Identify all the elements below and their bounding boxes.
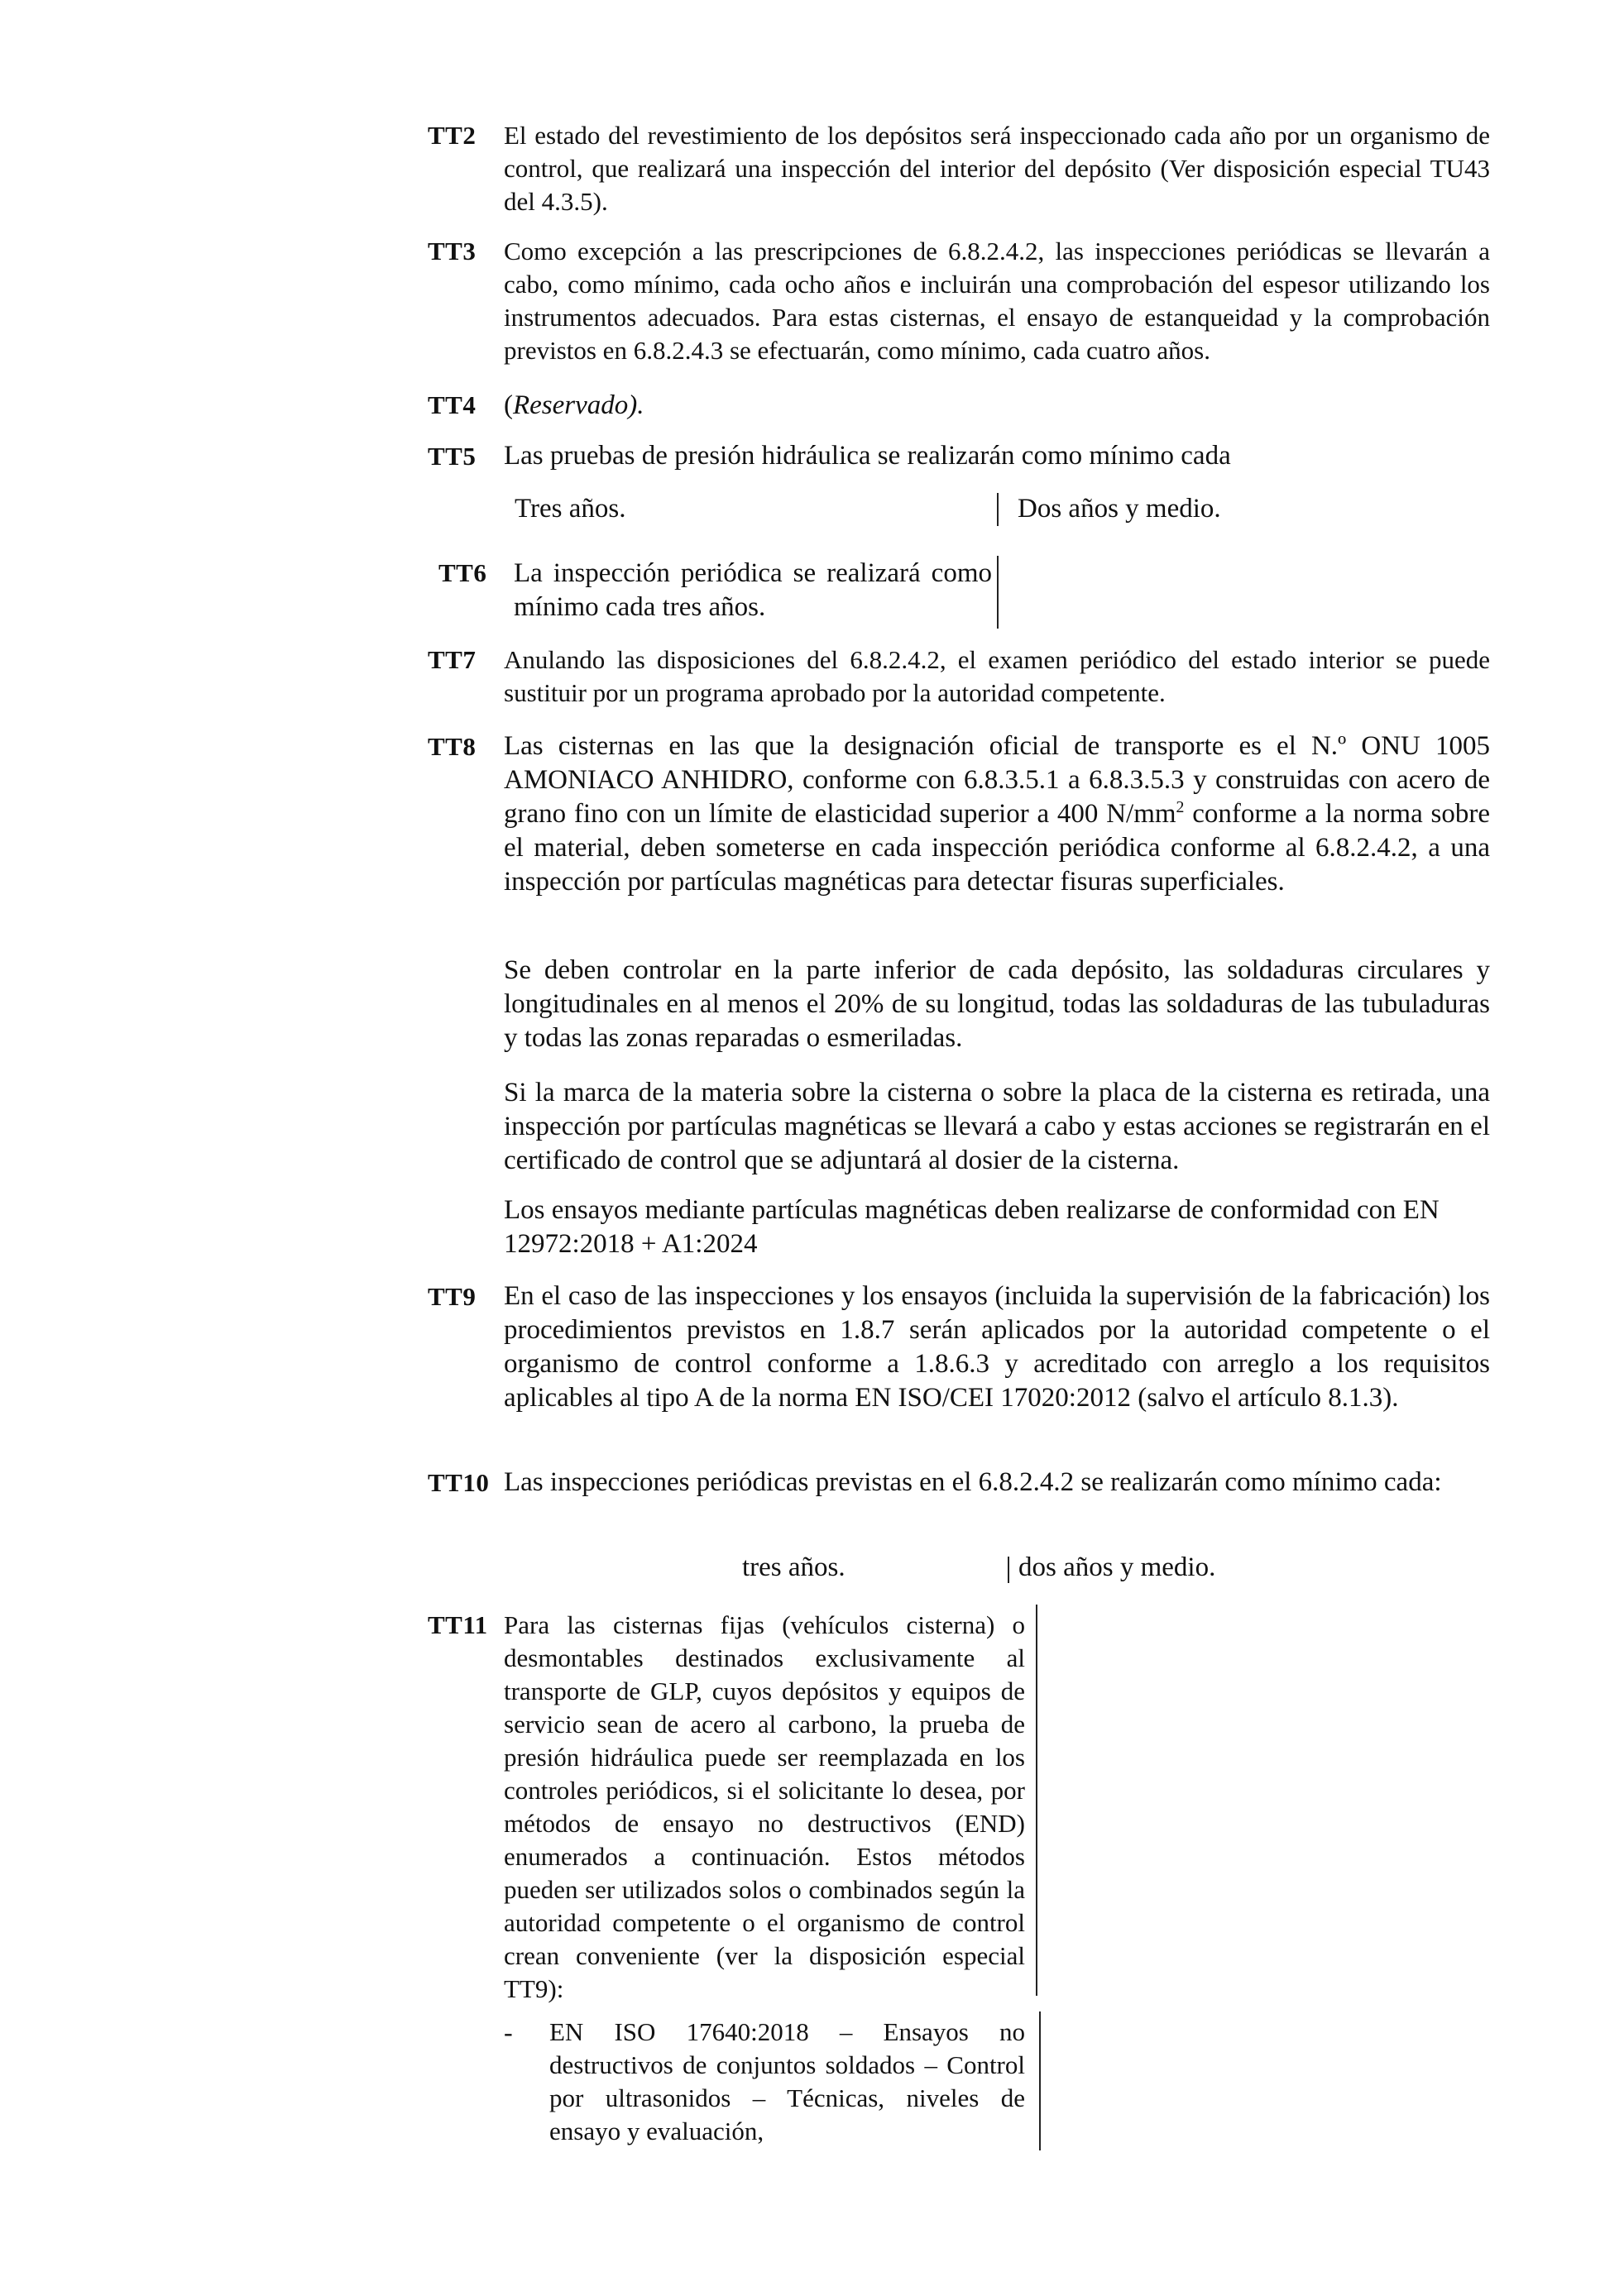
provision-text-tt9: En el caso de las inspecciones y los ensayos (incluida la supervisión de la fabricación) los procedimientos previstos en 1.8.7 serán aplicados por la autoridad competente o el organismo de control conforme a 1.8.6.3 y acreditado con arreglo a los requisitos aplicables al tipo A de la norma EN ISO/CEI 17020:2012 (salvo el artículo 8.1.3).: [504, 1281, 1490, 1413]
open-parenthesis: (: [504, 390, 513, 420]
tt11-list-item-en-iso-17640: EN ISO 17640:2018 – Ensayos no destructivos de conjuntos soldados – Control por ultrasonidos – Técnicas, niveles de ensayo y evaluación,: [549, 2017, 1025, 2145]
provision-text-tt8: [504, 729, 1490, 899]
column-divider: [1036, 1605, 1037, 1996]
provision-code-tt6: TT6: [438, 558, 487, 587]
superscript: 2: [1176, 798, 1185, 816]
reserved-label: Reservado).: [513, 390, 644, 420]
provision-code-tt10: TT10: [428, 1468, 490, 1497]
provision-code-tt2: TT2: [428, 121, 477, 150]
tt8-paragraph-3: Si la marca de la materia sobre la cisterna o sobre la placa de la cisterna es retirada, una inspección por partículas magnéticas se llevará a cabo y estas acciones se registrarán en el certificado de control que se adjuntará al dosier de la cisterna.: [504, 1078, 1490, 1175]
provision-text-tt2: El estado del revestimiento de los depósitos será inspeccionado cada año por un organismo de control, que realizará una inspección del interior del depósito (Ver disposición especial TU43 del 4.3.5).: [504, 121, 1490, 216]
column-divider: [1039, 2011, 1041, 2150]
provision-code-tt8: TT8: [428, 732, 477, 761]
provision-text-tt6: La inspección periódica se realizará como mínimo cada tres años.: [514, 558, 992, 622]
column-divider: [1008, 1557, 1009, 1583]
provision-text-tt3: Como excepción a las prescripciones de 6.8.2.4.2, las inspecciones periódicas se llevarán a cabo, como mínimo, cada ocho años e incluirán una comprobación del espesor utilizando los instrumentos adecuados. Para estas cisternas, el ensayo de estanqueidad y la comprobación previstos en 6.8.2.4.3 se efectuarán, como mínimo, cada cuatro años.: [504, 237, 1490, 365]
column-divider: [997, 556, 999, 629]
provision-code-tt7: TT7: [428, 645, 477, 674]
provision-text-tt5: Las pruebas de presión hidráulica se realizarán como mínimo cada: [504, 441, 1231, 471]
tt8-text-part-a: Las cisternas en las que la designación oficial de transporte es el N.º ONU 1005 AMONIACO ANHIDRO, conforme con 6.8.3.5.1 a 6.8.3.5.3 y construidas con acero de grano fino con un límite de elasticidad superior a 400 N/mm: [504, 731, 1490, 829]
tt5-option-left: Tres años.: [515, 494, 626, 524]
column-divider: [997, 493, 999, 526]
provision-code-tt11: TT11: [428, 1610, 488, 1639]
provision-code-tt4: TT4: [428, 390, 477, 419]
tt8-text-part-b: conforme a la norma sobre el material, deben someterse en cada inspección periódica conforme al 6.8.2.4.2, a una inspección por partículas magnéticas para detectar fisuras superficiales.: [504, 799, 1490, 897]
list-bullet: -: [504, 2017, 513, 2047]
provision-code-tt5: TT5: [428, 442, 477, 471]
provision-text-tt11: Para las cisternas fijas (vehículos cisterna) o desmontables destinados exclusivamente al transporte de GLP, cuyos depósitos y equipos de servicio sean de acero al carbono, la prueba de presión hidráulica puede ser reemplazada en los controles periódicos, si el solicitante lo desea, por métodos de ensayo no destructivos (END) enumerados a continuación. Estos métodos pueden ser utilizados solos o combinados según la autoridad competente o el organismo de control crean conveniente (ver la disposición especial TT9):: [504, 1610, 1025, 2003]
provision-text-tt7: Anulando las disposiciones del 6.8.2.4.2, el examen periódico del estado interior se puede sustituir por un programa aprobado por la autoridad competente.: [504, 645, 1490, 707]
provision-code-tt9: TT9: [428, 1282, 477, 1311]
provision-code-tt3: TT3: [428, 237, 477, 265]
tt10-option-right: dos años y medio.: [1018, 1552, 1216, 1582]
tt10-option-left: tres años.: [742, 1552, 846, 1582]
tt8-paragraph-2: Se deben controlar en la parte inferior de cada depósito, las soldaduras circulares y longitudinales en al menos el 20% de su longitud, todas las soldaduras de las tubuladuras y todas las zonas reparadas o esmeriladas.: [504, 955, 1490, 1053]
tt5-option-right: Dos años y medio.: [1018, 494, 1221, 524]
tt8-paragraph-4: Los ensayos mediante partículas magnéticas deben realizarse de conformidad con EN 12972:2018 + A1:2024: [504, 1195, 1440, 1259]
provision-text-tt10: Las inspecciones periódicas previstas en el 6.8.2.4.2 se realizarán como mínimo cada:: [504, 1467, 1442, 1497]
provision-text-tt4: [504, 389, 835, 422]
